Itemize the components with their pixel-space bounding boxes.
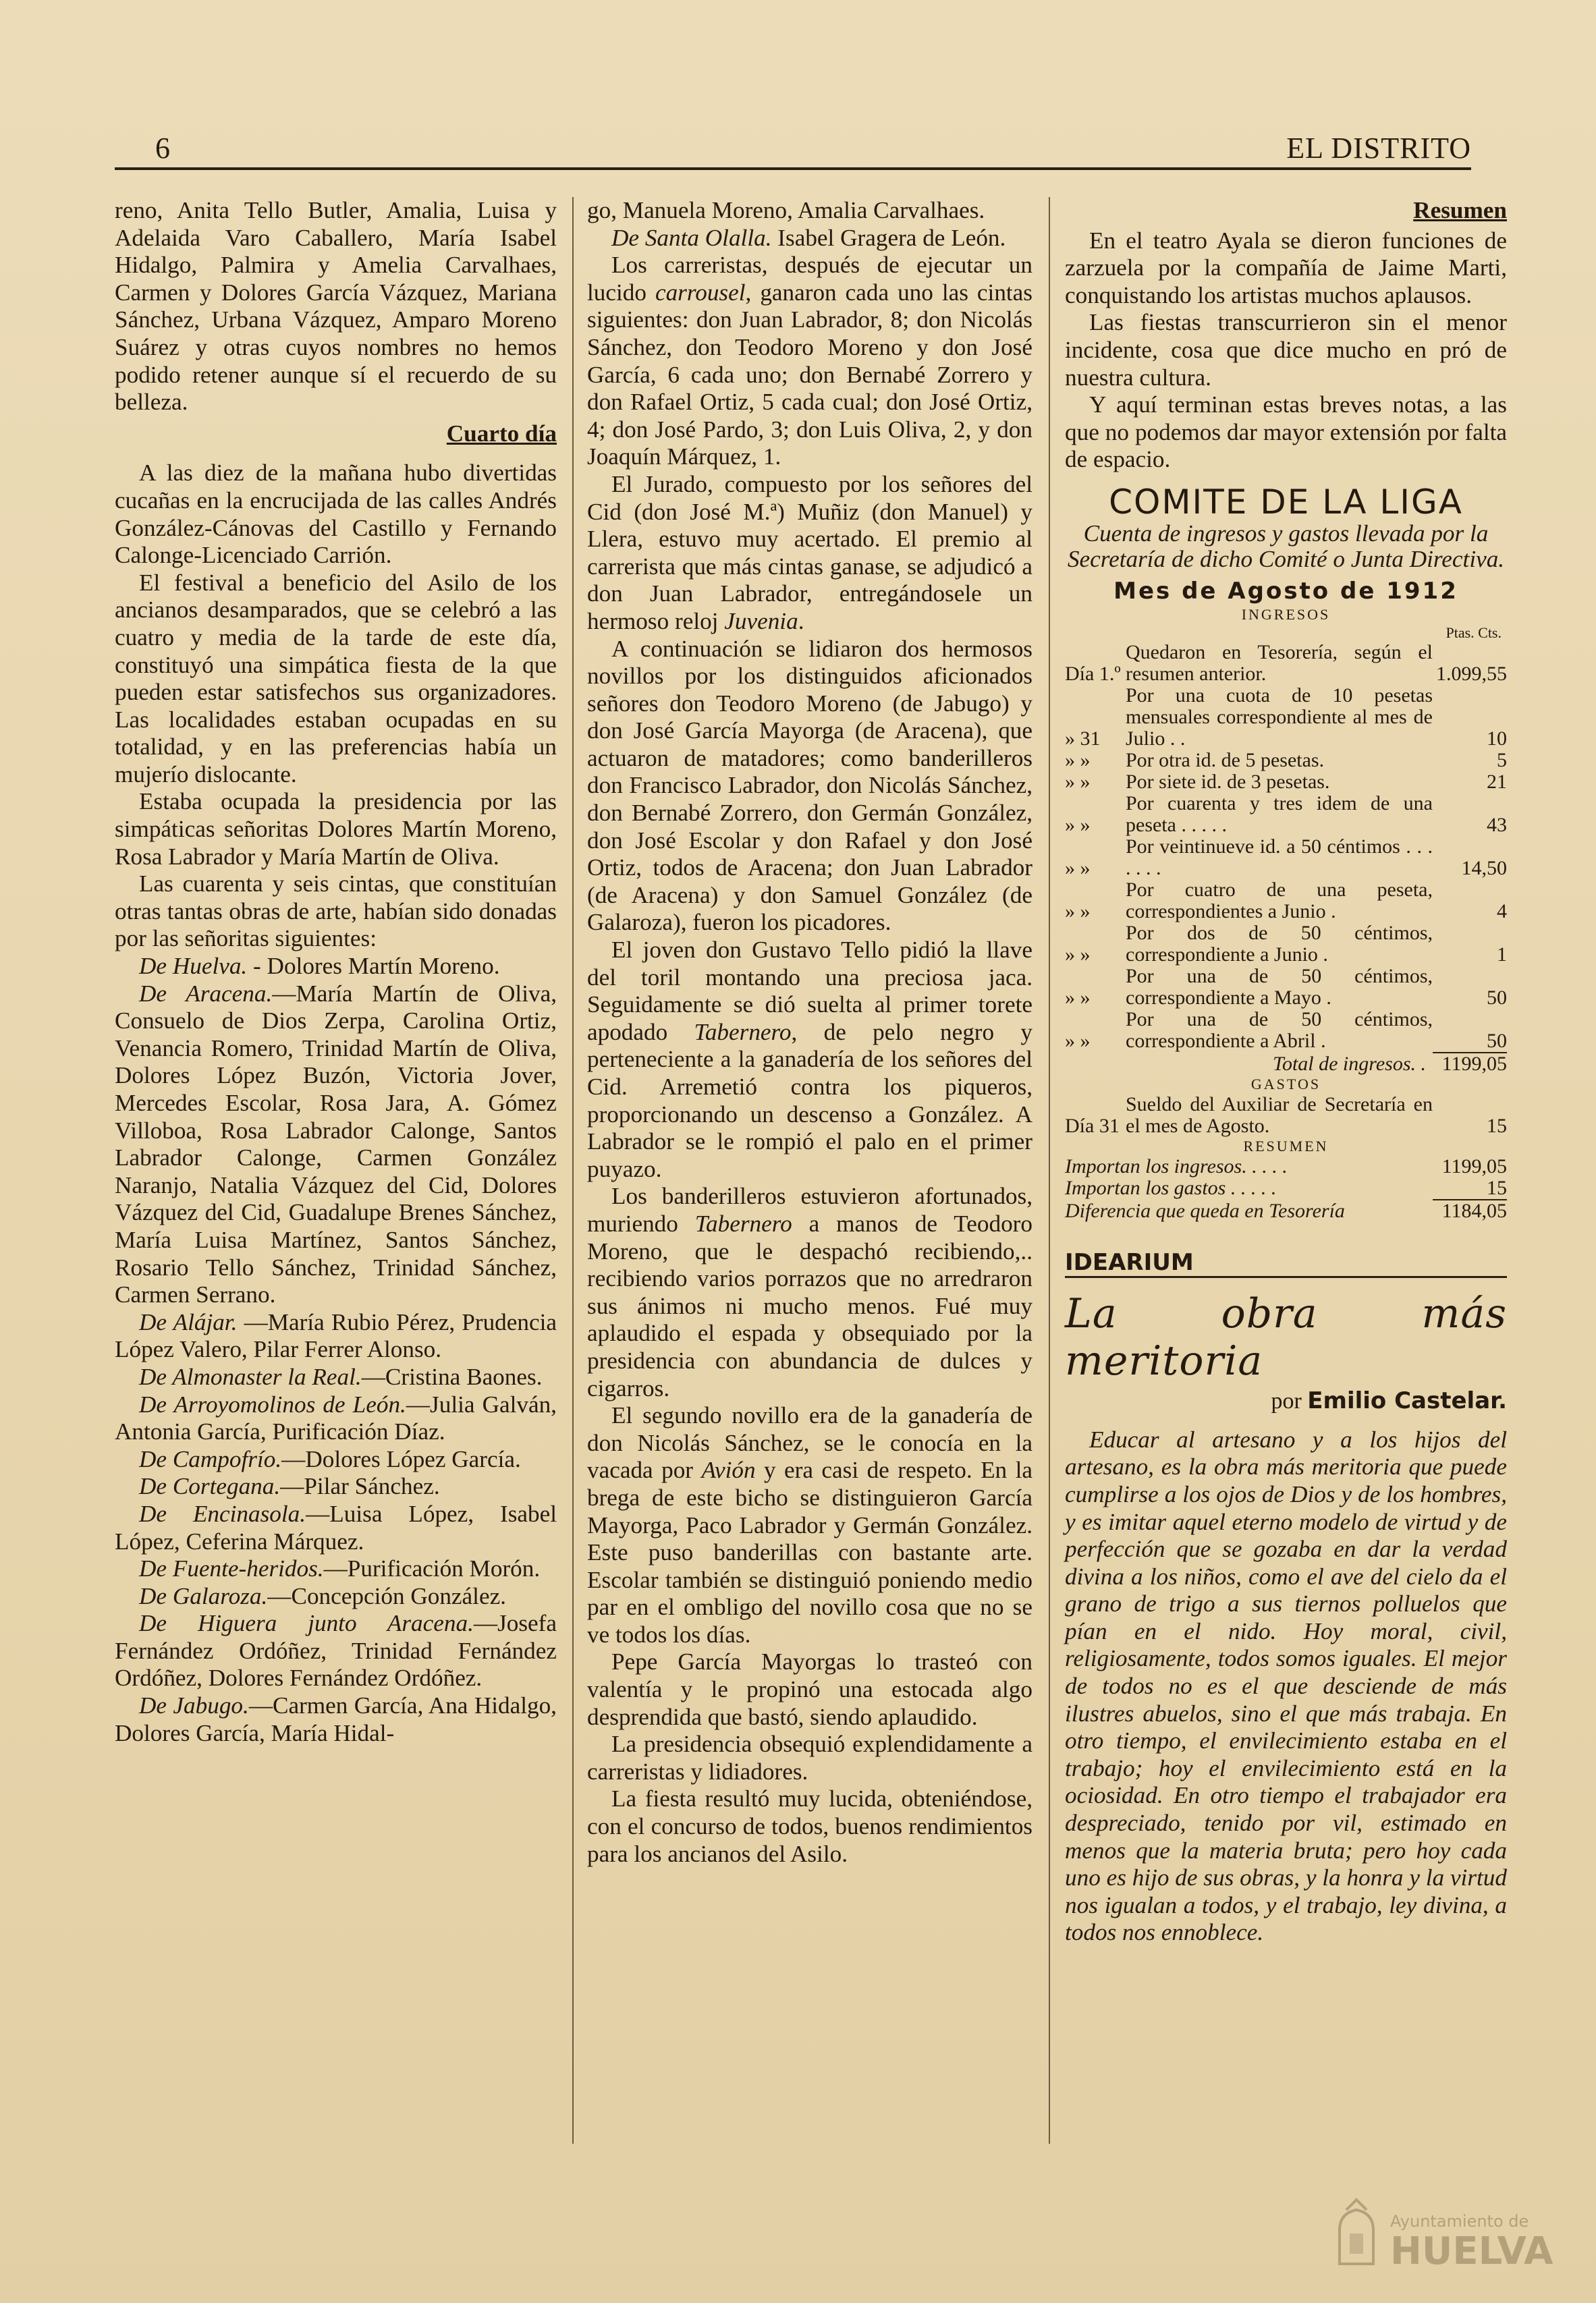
account-row xyxy=(1065,771,1507,793)
account-description: Por dos de 50 céntimos, correspondiente a Junio . xyxy=(1126,921,1433,966)
text: Los carreristas, después de ejecutar un lucido xyxy=(587,252,1033,306)
text: a manos de Teodoro Moreno, que le despachó recibiendo,.. recibiendo varios porrazos que no arredraron sus ánimos ni mucho menos. Fué muy aplaudido el espada y obsequiado por la presidencia con abundancia de dulces y cigarros. xyxy=(587,1210,1033,1402)
summary-value: 15 xyxy=(1487,1176,1507,1199)
donor-names: - Dolores Martín Moreno. xyxy=(247,953,500,980)
summary-label: Importan los gastos . . . . . xyxy=(1065,1176,1277,1199)
account-day: » » xyxy=(1065,748,1091,771)
text-italic: Juvenia xyxy=(724,607,798,634)
paragraph xyxy=(587,1183,1033,1402)
text: , de pelo negro y perteneciente a la ganadería de los señores del Cid. Arremetió contra los piqueros, proporcionando un descenso a González. A Labrador se le rompió el palo en el primer puyazo. xyxy=(587,1018,1033,1182)
donor-place: De Aracena. xyxy=(139,980,273,1007)
account-amount: 4 xyxy=(1497,899,1507,922)
donor-entry xyxy=(115,1610,557,1692)
account-day: Día 1.º xyxy=(1065,662,1121,685)
paragraph xyxy=(587,1402,1033,1648)
summary-label: Diferencia que queda en Tesorería xyxy=(1065,1199,1345,1222)
text: El segundo novillo era de la ganadería de don Nicolás Sánchez, se le conocía en la vacada por xyxy=(587,1402,1033,1484)
paragraph: reno, Anita Tello Butler, Amalia, Luisa y Adelaida Varo Caballero, María Isabel Hidalgo, Palmira y Amelia Carvalhaes, Carmen y Dolores García Vázquez, Mariana Sánchez, Urbana Vázquez, Amparo Moreno Suárez y otras cuyos nombres no hemos podido retener aunque sí el recuerdo de su belleza. xyxy=(115,197,557,416)
column-2 xyxy=(587,197,1033,1868)
account-description: Por siete id. de 3 pesetas. xyxy=(1126,770,1330,793)
paragraph: Pepe García Mayorgas lo trasteó con valentía y le propinó una estocada algo desprendida que bastó, siendo aplaudido. xyxy=(587,1648,1033,1730)
donor-entry xyxy=(115,1473,557,1501)
summary-value: 1199,05 xyxy=(1441,1155,1507,1177)
donor-names: —Pilar Sánchez. xyxy=(280,1473,440,1500)
article-text: Educar al artesano y a los hijos del artesano, es la obra más meritoria que puede cumplirse a los ojos de Dios y de los hombres, y es imitar aquel eterno modelo de virtud y de perfección que se gozaba en dar la verdad divina a los niños, como el ave del cielo da el grano de trigo a sus tiernos polluelos que pían en el nido. Hoy moral, civil, religiosamente, todos somos iguales. El mejor de todos no es el que desciende de más ilustres abuelos, sino el que más trabaja. En otro tiempo, el envilecimiento estaba en el trabajo; hoy el envilecimiento está en la ociosidad. En otro tiempo el trabajador era despreciado, tenido por vil, estimado en menos que la materia bruta; pero hoy cada uno es hijo de sus obras, y la honra y la virtud nos igualan a todos, y el trabajo, ley divina, a todos nos ennoblece. xyxy=(1065,1426,1507,1946)
donor-names: —Cristina Baones. xyxy=(361,1363,543,1390)
account-row xyxy=(1065,922,1507,966)
byline xyxy=(1065,1387,1507,1416)
gastos-heading: GASTOS xyxy=(1250,1075,1321,1092)
liga-subtitle: Cuenta de ingresos y gastos llevada por la Secretaría de dicho Comité o Junta Directiva. xyxy=(1067,520,1505,572)
section-heading-cuarto-dia: Cuarto día xyxy=(446,420,557,447)
text: y era casi de respeto. En la brega de este bicho se distinguieron García Mayorga, Paco Labrador y Germán González. Este puso banderillas con bastante arte. Escolar también se distinguió poniendo medio par en el ombligo del novillo cosa que no se ve todos los días. xyxy=(587,1457,1033,1648)
currency-header: Ptas. Cts. xyxy=(1446,623,1502,641)
donor-place: De Arroyomolinos de León. xyxy=(139,1391,406,1418)
text: Los banderilleros estuvieron afortunados, muriendo xyxy=(587,1183,1033,1237)
donor-place: De Campofrío. xyxy=(139,1445,282,1472)
idearium-heading: IDEARIUM xyxy=(1065,1249,1194,1279)
donor-place: De Fuente-heridos. xyxy=(139,1555,324,1582)
account-row xyxy=(1065,1156,1507,1177)
donor-entry xyxy=(115,980,557,1309)
account-description: Quedaron en Tesorería, según el resumen anterior. xyxy=(1126,640,1433,685)
column-divider xyxy=(1049,197,1050,2144)
account-row xyxy=(1065,1009,1507,1052)
donor-names: —Concepción González. xyxy=(267,1582,506,1609)
page-header xyxy=(115,127,1471,170)
account-amount: 10 xyxy=(1487,727,1507,750)
text-italic: Avión xyxy=(701,1457,756,1484)
account-amount: 5 xyxy=(1497,748,1507,771)
account-description: Por una de 50 céntimos, correspondiente a Abril . xyxy=(1126,1007,1433,1052)
byline-author: Emilio Castelar. xyxy=(1307,1387,1507,1415)
total-value: 1199,05 xyxy=(1433,1052,1507,1075)
account-row xyxy=(1065,1094,1507,1137)
donor-entry xyxy=(115,953,557,980)
donor-place: De Higuera junto Aracena. xyxy=(139,1610,474,1637)
donor-place: De Almonaster la Real. xyxy=(139,1363,362,1390)
paragraph: Las fiestas transcurrieron sin el menor incidente, cosa que dice mucho en pró de nuestra cultura. xyxy=(1065,309,1507,391)
donor-names: —Carmen García, Ana Hidalgo, Dolores García, María Hidal- xyxy=(115,1692,557,1746)
account-amount: 14,50 xyxy=(1461,856,1507,879)
donor-entry xyxy=(115,1501,557,1555)
paragraph: La presidencia obsequió explendidamente a carreristas y lidiadores. xyxy=(587,1731,1033,1785)
account-row xyxy=(1065,685,1507,750)
donor-entry xyxy=(115,1692,557,1747)
newspaper-title: EL DISTRITO xyxy=(1286,132,1471,165)
liga-title: COMITE DE LA LIGA xyxy=(1109,482,1463,522)
account-amount: 21 xyxy=(1487,770,1507,793)
watermark-line1: Ayuntamiento de xyxy=(1390,2212,1529,2231)
crest-icon xyxy=(1340,2200,1373,2264)
donor-names: —Luisa López, Isabel López, Ceferina Márquez. xyxy=(115,1500,557,1555)
account-amount: 50 xyxy=(1487,1029,1507,1052)
article-title: La obra más meritoria xyxy=(1065,1290,1507,1385)
donor-entry xyxy=(115,1309,557,1364)
section-heading-resumen: Resumen xyxy=(1413,197,1507,223)
byline-por: por xyxy=(1271,1389,1308,1414)
paragraph: Las cuarenta y seis cintas, que constituían otras tantas obras de arte, habían sido donadas por las señoritas siguientes: xyxy=(115,870,557,952)
donor-names: —Dolores López García. xyxy=(281,1445,521,1472)
account-row xyxy=(1065,1177,1507,1199)
donor-place: De Alájar. xyxy=(139,1308,238,1335)
account-day: » » xyxy=(1065,986,1091,1009)
paragraph: go, Manuela Moreno, Amalia Carvalhaes. xyxy=(587,197,985,223)
total-label: Total de ingresos. . xyxy=(1273,1052,1426,1075)
donor-entry xyxy=(115,1391,557,1446)
total-ingresos-row xyxy=(1065,1052,1507,1075)
donor-names: —Julia Galván, Antonia García, Purificación Díaz. xyxy=(115,1391,557,1445)
donor-entry xyxy=(115,1583,557,1611)
account-description: Por veintinueve id. a 50 céntimos . . . . . . . xyxy=(1126,835,1433,879)
paragraph: La fiesta resultó muy lucida, obteniéndose, con el concurso de todos, buenos rendimientos para los ancianos del Asilo. xyxy=(587,1785,1033,1867)
donor-place: De Jabugo. xyxy=(139,1692,249,1719)
donor-place: De Galaroza. xyxy=(139,1582,268,1609)
paragraph: En el teatro Ayala se dieron funciones de zarzuela por la compañía de Jaime Marti, conquistando los artistas muchos aplausos. xyxy=(1065,227,1507,308)
account-day: » » xyxy=(1065,943,1091,966)
account-row xyxy=(1065,879,1507,922)
text-italic: Tabernero xyxy=(694,1210,792,1237)
summary-value: 1184,05 xyxy=(1433,1199,1507,1222)
account-amount: 15 xyxy=(1487,1114,1507,1137)
account-description: Por una cuota de 10 pesetas mensuales correspondiente al mes de Julio . . xyxy=(1126,684,1433,750)
text: El joven don Gustavo Tello pidió la llave del toril montando una preciosa jaca. Seguidamente se dió suelta al primer torete apodado xyxy=(587,937,1033,1045)
account-day: » » xyxy=(1065,856,1091,879)
accounts-month: Mes de Agosto de 1912 xyxy=(1113,577,1458,605)
account-description: Por una de 50 céntimos, correspondiente a Mayo . xyxy=(1126,964,1433,1009)
account-day: » » xyxy=(1065,813,1091,836)
paragraph: Y aquí terminan estas breves notas, a las que no podemos dar mayor extensión por falta de espacio. xyxy=(1065,391,1507,473)
donor-names: —Purificación Morón. xyxy=(323,1555,541,1582)
donor-names: —María Rubio Pérez, Prudencia López Valero, Pilar Ferrer Alonso. xyxy=(115,1308,557,1363)
text-italic: Tabernero xyxy=(694,1018,792,1045)
column-1 xyxy=(115,197,557,1747)
paragraph xyxy=(587,937,1033,1183)
account-row xyxy=(1065,750,1507,771)
account-amount: 1.099,55 xyxy=(1436,662,1507,685)
account-day: Día 31 xyxy=(1065,1114,1120,1137)
paragraph xyxy=(587,471,1033,636)
account-row xyxy=(1065,836,1507,879)
donor-names: —Josefa Fernández Ordóñez, Trinidad Fernández Ordóñez, Dolores Fernández Ordóñez. xyxy=(115,1610,557,1692)
paragraph xyxy=(587,252,1033,471)
account-row xyxy=(1065,1199,1507,1222)
account-day: » » xyxy=(1065,899,1091,922)
paragraph: Estaba ocupada la presidencia por las simpáticas señoritas Dolores Martín Moreno, Rosa Labrador y María Martín de Oliva. xyxy=(115,788,557,870)
gastos-table xyxy=(1065,1094,1507,1137)
account-description: Por cuarenta y tres idem de una peseta . . . . . xyxy=(1126,792,1433,836)
donor-entry xyxy=(115,1364,557,1391)
donor-place: De Encinasola. xyxy=(139,1500,306,1527)
account-day: » 31 xyxy=(1065,727,1101,750)
donor-place: De Cortegana. xyxy=(139,1473,281,1500)
account-day: » » xyxy=(1065,1029,1091,1052)
account-row xyxy=(1065,793,1507,836)
donor-list xyxy=(115,953,557,1747)
account-row xyxy=(1065,966,1507,1009)
summary-label: Importan los ingresos. . . . . xyxy=(1065,1155,1288,1177)
account-description: Por cuatro de una peseta, correspondientes a Junio . xyxy=(1126,878,1433,922)
column-divider xyxy=(572,197,574,2144)
ingresos-table xyxy=(1065,642,1507,1052)
column-3 xyxy=(1065,197,1507,1947)
donor-names: Isabel Gragera de León. xyxy=(771,224,1006,251)
account-amount: 1 xyxy=(1497,943,1507,966)
donor-entry xyxy=(115,1555,557,1583)
text-italic: carrousel xyxy=(655,279,746,306)
text: El Jurado, compuesto por los señores del Cid (don José M.ª) Muñiz (don Manuel) y Llera, estuvo muy acertado. El premio al carrerista que más cintas ganase, se adjudicó a don Juan Labrador, entregándosele un hermoso reloj xyxy=(587,470,1033,634)
watermark-line2: HUELVA xyxy=(1390,2229,1553,2273)
summary-table xyxy=(1065,1156,1507,1222)
account-row xyxy=(1065,642,1507,685)
donor-place: De Santa Olalla. xyxy=(611,224,772,251)
resumen-heading: RESUMEN xyxy=(1243,1137,1329,1155)
account-amount: 43 xyxy=(1487,813,1507,836)
donor-entry xyxy=(115,1446,557,1474)
page-number: 6 xyxy=(155,132,170,165)
account-description: Por otra id. de 5 pesetas. xyxy=(1126,748,1325,771)
donor-place: De Huelva. xyxy=(139,953,248,980)
donor-entry xyxy=(587,225,1033,252)
account-amount: 50 xyxy=(1487,986,1507,1009)
paragraph: El festival a beneficio del Asilo de los ancianos desamparados, que se celebró a las cuatro y media de la tarde de este día, constituyó una simpática fiesta de la que pueden estar satisfechos sus organizadores. Las localidades estaban ocupadas en su totalidad, y en las preferencias había un mujerío dislocante. xyxy=(115,569,557,787)
text: , ganaron cada uno las cintas siguientes: don Juan Labrador, 8; don Nicolás Sánchez, don Teodoro Moreno y don José García, 6 cada uno; don Bernabé Zorrero y don Rafael Ortiz, 5 cada cual; don José Ortiz, 4; don José Pardo, 3; don Luis Oliva, 2, y don Joaquín Márquez, 1. xyxy=(587,279,1033,470)
paragraph: A continuación se lidiaron dos hermosos novillos por los distinguidos aficionados señores don Teodoro Moreno (de Jabugo) y don José García Mayorga (de Aracena), que actuaron de matadores; como banderilleros don Francisco Labrador, don Nicolás Sánchez, don Bernabé Zorrero, don Germán González, don José Escolar y don Rafael y don José Ortiz, todos de Aracena; don Juan Labrador (de Aracena) y don Samuel González (de Galaroza), fueron los picadores. xyxy=(587,635,1033,936)
huelva-watermark xyxy=(1326,2196,1569,2277)
account-day: » » xyxy=(1065,770,1091,793)
paragraph: A las diez de la mañana hubo divertidas cucañas en la encrucijada de las calles Andrés González-Cánovas del Castillo y Fernando Calonge-Licenciado Carrión. xyxy=(115,460,557,569)
text: . xyxy=(798,607,804,634)
donor-names: —María Martín de Oliva, Consuelo de Dios Zerpa, Carolina Ortiz, Venancia Romero, Trinidad Martín de Oliva, Dolores López Buzón, Victoria Jover, Mercedes Escolar, Rosa Jara, A. Gómez Villoboa, Rosa Labrador Calonge, Santos Labrador Calonge, Carmen González Naranjo, Natalia Vázquez del Cid, Dolores Vázquez del Cid, Guadalupe Brenes Sánchez, María Luisa Martínez, Santos Sánchez, Rosario Tello Sánchez, Trinidad Sánchez, Carmen Serrano. xyxy=(115,980,557,1308)
account-description: Sueldo del Auxiliar de Secretaría en el mes de Agosto. xyxy=(1126,1092,1433,1137)
ingresos-heading: INGRESOS xyxy=(1241,605,1331,623)
